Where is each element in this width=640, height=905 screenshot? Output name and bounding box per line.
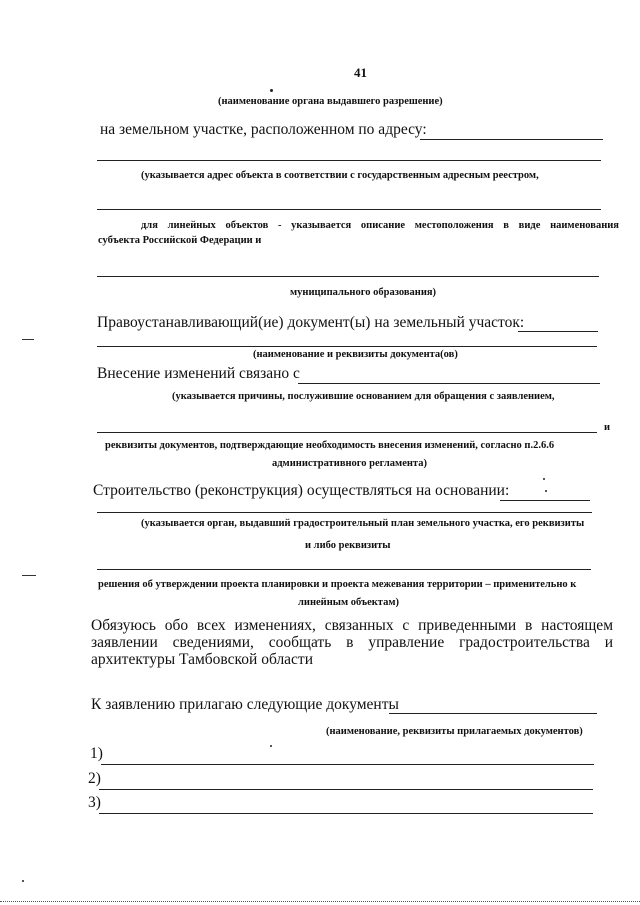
scan-speck: [545, 490, 547, 492]
obligation-line1: Обязуюсь обо всех изменениях, связанных с приведенными в настоящем: [91, 617, 613, 634]
changes-note-line3: административного регламента): [272, 458, 427, 469]
page-number: 41: [354, 65, 367, 80]
construction-label: Строительство (реконструкция) осуществляться на основании:: [93, 482, 510, 499]
changes-field-line-2[interactable]: [97, 432, 597, 433]
changes-label: Внесение изменений связано с: [97, 365, 300, 382]
land-plot-address-label: на земельном участке, расположенном по адресу:: [100, 121, 427, 138]
attachment-item-1-number: 1): [90, 745, 103, 762]
attachments-label: К заявлению прилагаю следующие документы: [91, 696, 399, 713]
construction-note-line1: (указывается орган, выдавший градостроительный план земельного участка, его реквизиты: [141, 518, 585, 529]
and-mark: и: [604, 422, 611, 433]
title-docs-field-line-2[interactable]: [97, 346, 597, 347]
scan-edge-line: [0, 901, 640, 902]
changes-note-line2: реквизиты документов, подтверждающие необходимость внесения изменений, согласно п.2.6.6: [105, 440, 555, 451]
construction-note-line4: линейным объектам): [298, 597, 399, 608]
linear-objects-note-line1: для линейных объектов - указывается описание местоположения в виде наименования: [141, 220, 619, 231]
scan-speck: [543, 478, 545, 480]
attachment-item-3-field[interactable]: [99, 813, 593, 814]
obligation-line3: архитектуры Тамбовской области: [91, 651, 314, 668]
title-docs-label: Правоустанавливающий(ие) документ(ы) на земельный участок:: [97, 314, 525, 331]
attachment-item-3-number: 3): [88, 794, 101, 811]
scan-mark: [22, 575, 36, 576]
scan-mark: [22, 339, 34, 340]
municipality-note: муниципального образования): [290, 287, 437, 298]
obligation-line2: заявлении сведениями, сообщать в управление градостроительства и: [91, 634, 613, 651]
scan-speck: [270, 745, 272, 747]
changes-field-line[interactable]: [298, 383, 600, 384]
attachments-note: (наименование, реквизиты прилагаемых документов): [326, 726, 583, 737]
construction-note-line3: решения об утверждении проекта планировки и проекта межевания территории – применительно к: [98, 579, 577, 590]
construction-field-line-3[interactable]: [97, 569, 591, 570]
changes-note: (указывается причины, послужившие основанием для обращения с заявлением,: [172, 391, 555, 402]
address-note: (указывается адрес объекта в соответствии с государственным адресным реестром,: [141, 170, 539, 181]
title-docs-field-line[interactable]: [518, 331, 598, 332]
construction-field-line-2[interactable]: [97, 512, 592, 513]
issuer-caption: (наименование органа выдавшего разрешение): [218, 96, 443, 107]
address-field-line[interactable]: [420, 139, 603, 140]
attachment-item-1-field[interactable]: [101, 764, 594, 765]
address-field-line-2[interactable]: [97, 160, 601, 161]
address-field-line-3[interactable]: [97, 209, 601, 210]
linear-objects-note-line2: субъекта Российской Федерации и: [98, 235, 262, 246]
attachments-field-line[interactable]: [389, 713, 597, 714]
scan-speck: [270, 89, 273, 92]
title-docs-note: (наименование и реквизиты документа(ов): [253, 349, 458, 360]
construction-note-line2: и либо реквизиты: [305, 540, 391, 551]
attachment-item-2-number: 2): [88, 770, 101, 787]
construction-field-line[interactable]: [500, 500, 590, 501]
scan-speck: [22, 880, 24, 882]
municipality-field-line[interactable]: [97, 276, 599, 277]
attachment-item-2-field[interactable]: [99, 789, 593, 790]
